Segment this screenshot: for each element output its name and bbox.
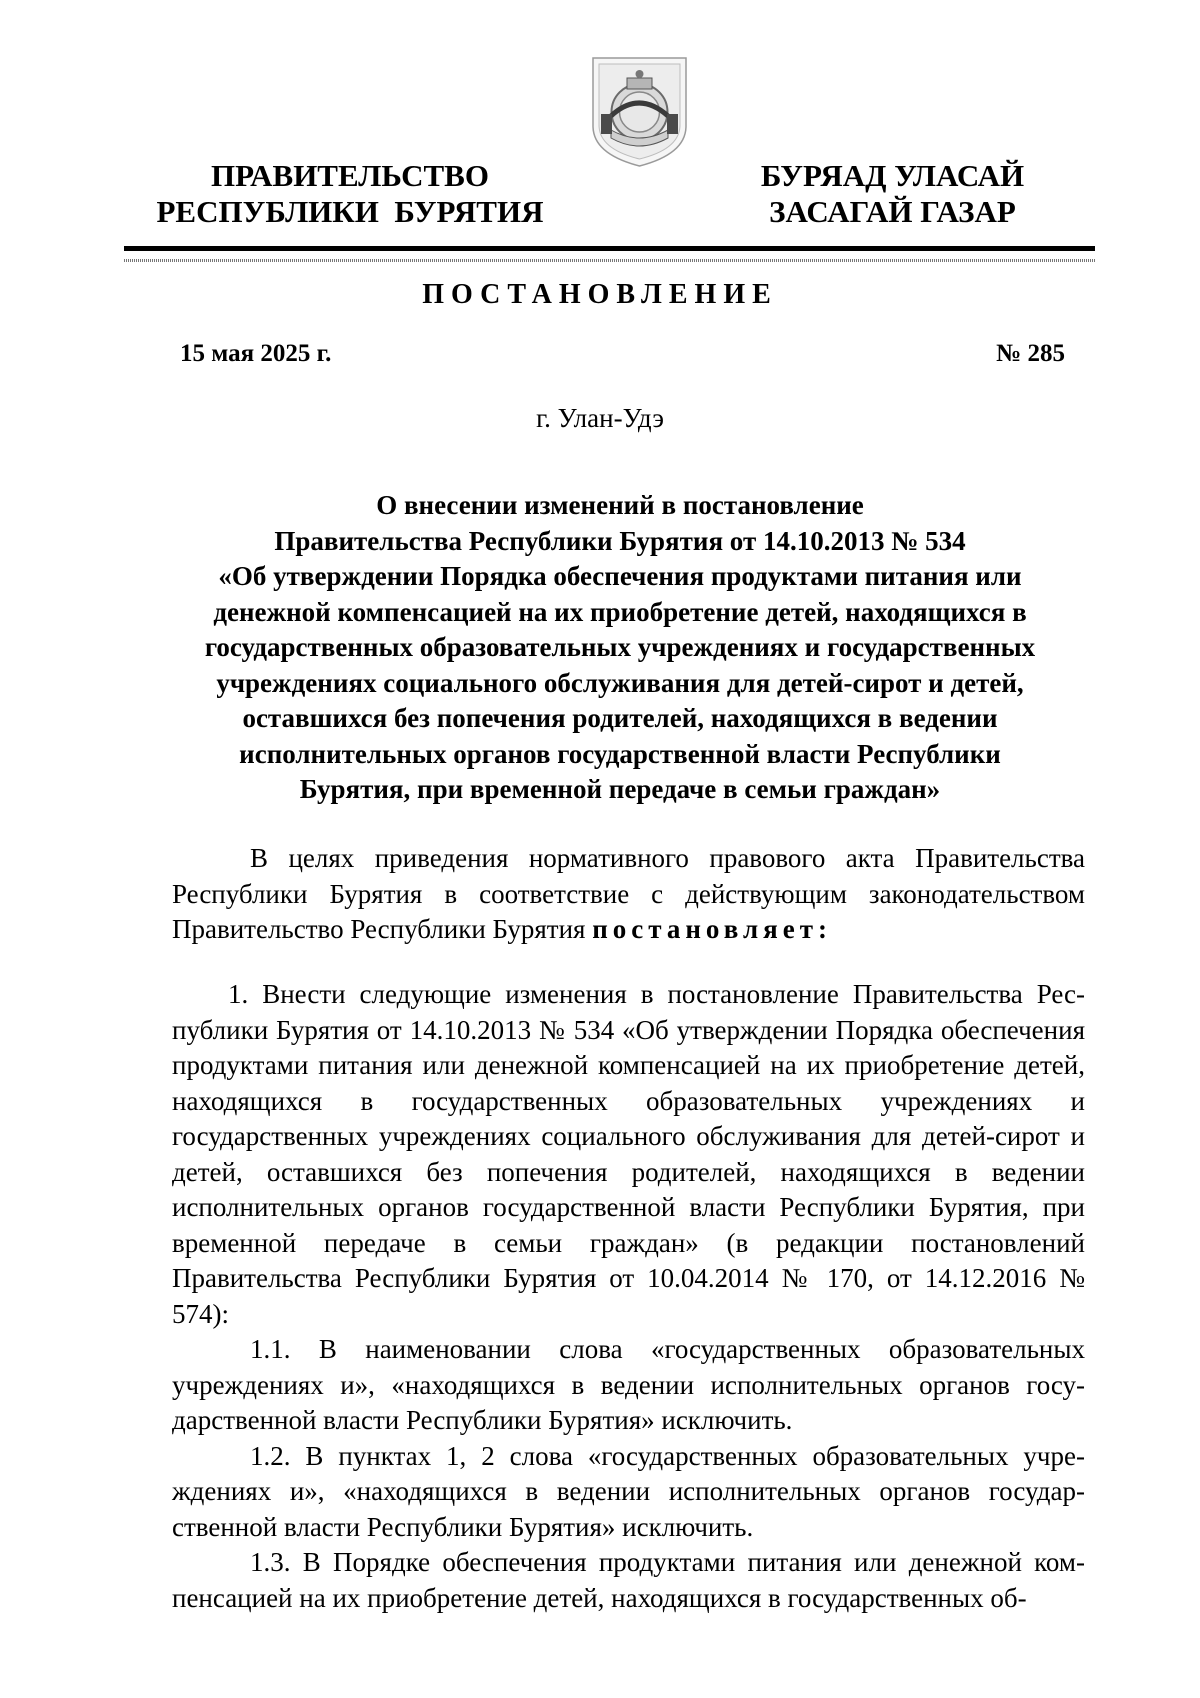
header-divider-thick	[124, 246, 1095, 251]
document-title	[160, 488, 1080, 808]
header-divider-thin	[124, 259, 1095, 262]
header-left-org	[130, 158, 570, 230]
document-number: № 285	[996, 340, 1065, 367]
title-line: Бурятия, при временной передаче в семьи граждан»	[299, 774, 941, 804]
coat-of-arms-icon	[589, 54, 690, 170]
title-line: О внесении изменений в постановление	[376, 490, 864, 520]
title-line: учреждениях социального обслуживания для детей-сирот и детей,	[216, 667, 1024, 698]
document-date: 15 мая 2025 г.	[180, 340, 332, 367]
item-1-2: 1.2. В пунктах 1, 2 слова «государственных образовательных учреждениях и», «находящихся в ведении исполнительных органов государственной власти Республики Бурятия» исключить.	[172, 1440, 1085, 1542]
header-left-line: РЕСПУБЛИКИ БУРЯТИЯ	[156, 194, 544, 229]
preamble-paragraph	[172, 841, 1085, 948]
header-right-line: БУРЯАД УЛАСАЙ	[760, 158, 1025, 193]
title-line: исполнительных органов государственной власти Республики	[239, 738, 1001, 769]
header-right-org	[735, 158, 1050, 230]
item-1-3: 1.3. В Порядке обеспечения продуктами питания или денежной компенсацией на их приобретение детей, находящихся в государственных об-	[172, 1547, 1085, 1613]
header-right-line: ЗАСАГАЙ ГАЗАР	[769, 194, 1016, 229]
title-line: денежной компенсацией на их приобретение детей, находящихся в	[213, 596, 1027, 627]
preamble-text: В целях приведения нормативного правового акта Правительства Республики Бурятия в соответствие с действующим законодательством Правительство Республики Бурятия	[172, 843, 1085, 944]
decree-items	[172, 977, 1085, 1616]
decree-word: постановляет:	[592, 914, 832, 944]
title-line: оставшихся без попечения родителей, находящихся в ведении	[242, 703, 998, 733]
title-line: Правительства Республики Бурятия от 14.10.2013 № 534	[274, 525, 966, 556]
item-1: 1. Внести следующие изменения в постановление Правительства Республики Бурятия от 14.10.2013 № 534 «Об утверждении Порядка обеспечения продуктами питания или денежной компенсацией на их приобретение детей, находящихся в государственных образовательных учреждениях и государственных учреждениях социального обслуживания для детей-сирот и детей, оставшихся без попечения родителей, находящихся в ведении исполнительных органов государственной власти Республики Бурятия, при временной передаче в семьи граждан» (в редакции постановлений Правительства Республики Бурятия от 10.04.2014 № 170, от 14.12.2016 № 574):	[172, 979, 1085, 1329]
title-line: «Об утверждении Порядка обеспечения продуктами питания или	[218, 561, 1022, 591]
document-city: г. Улан-Удэ	[536, 403, 664, 433]
title-line: государственных образовательных учреждениях и государственных	[204, 632, 1036, 662]
item-1-1: 1.1. В наименовании слова «государственных образовательных учреждениях и», «находящихся в ведении исполнительных органов государственной власти Республики Бурятия» исключить.	[172, 1334, 1085, 1435]
header-left-line: ПРАВИТЕЛЬСТВО	[211, 158, 489, 193]
document-type: ПОСТАНОВЛЕНИЕ	[422, 279, 778, 310]
